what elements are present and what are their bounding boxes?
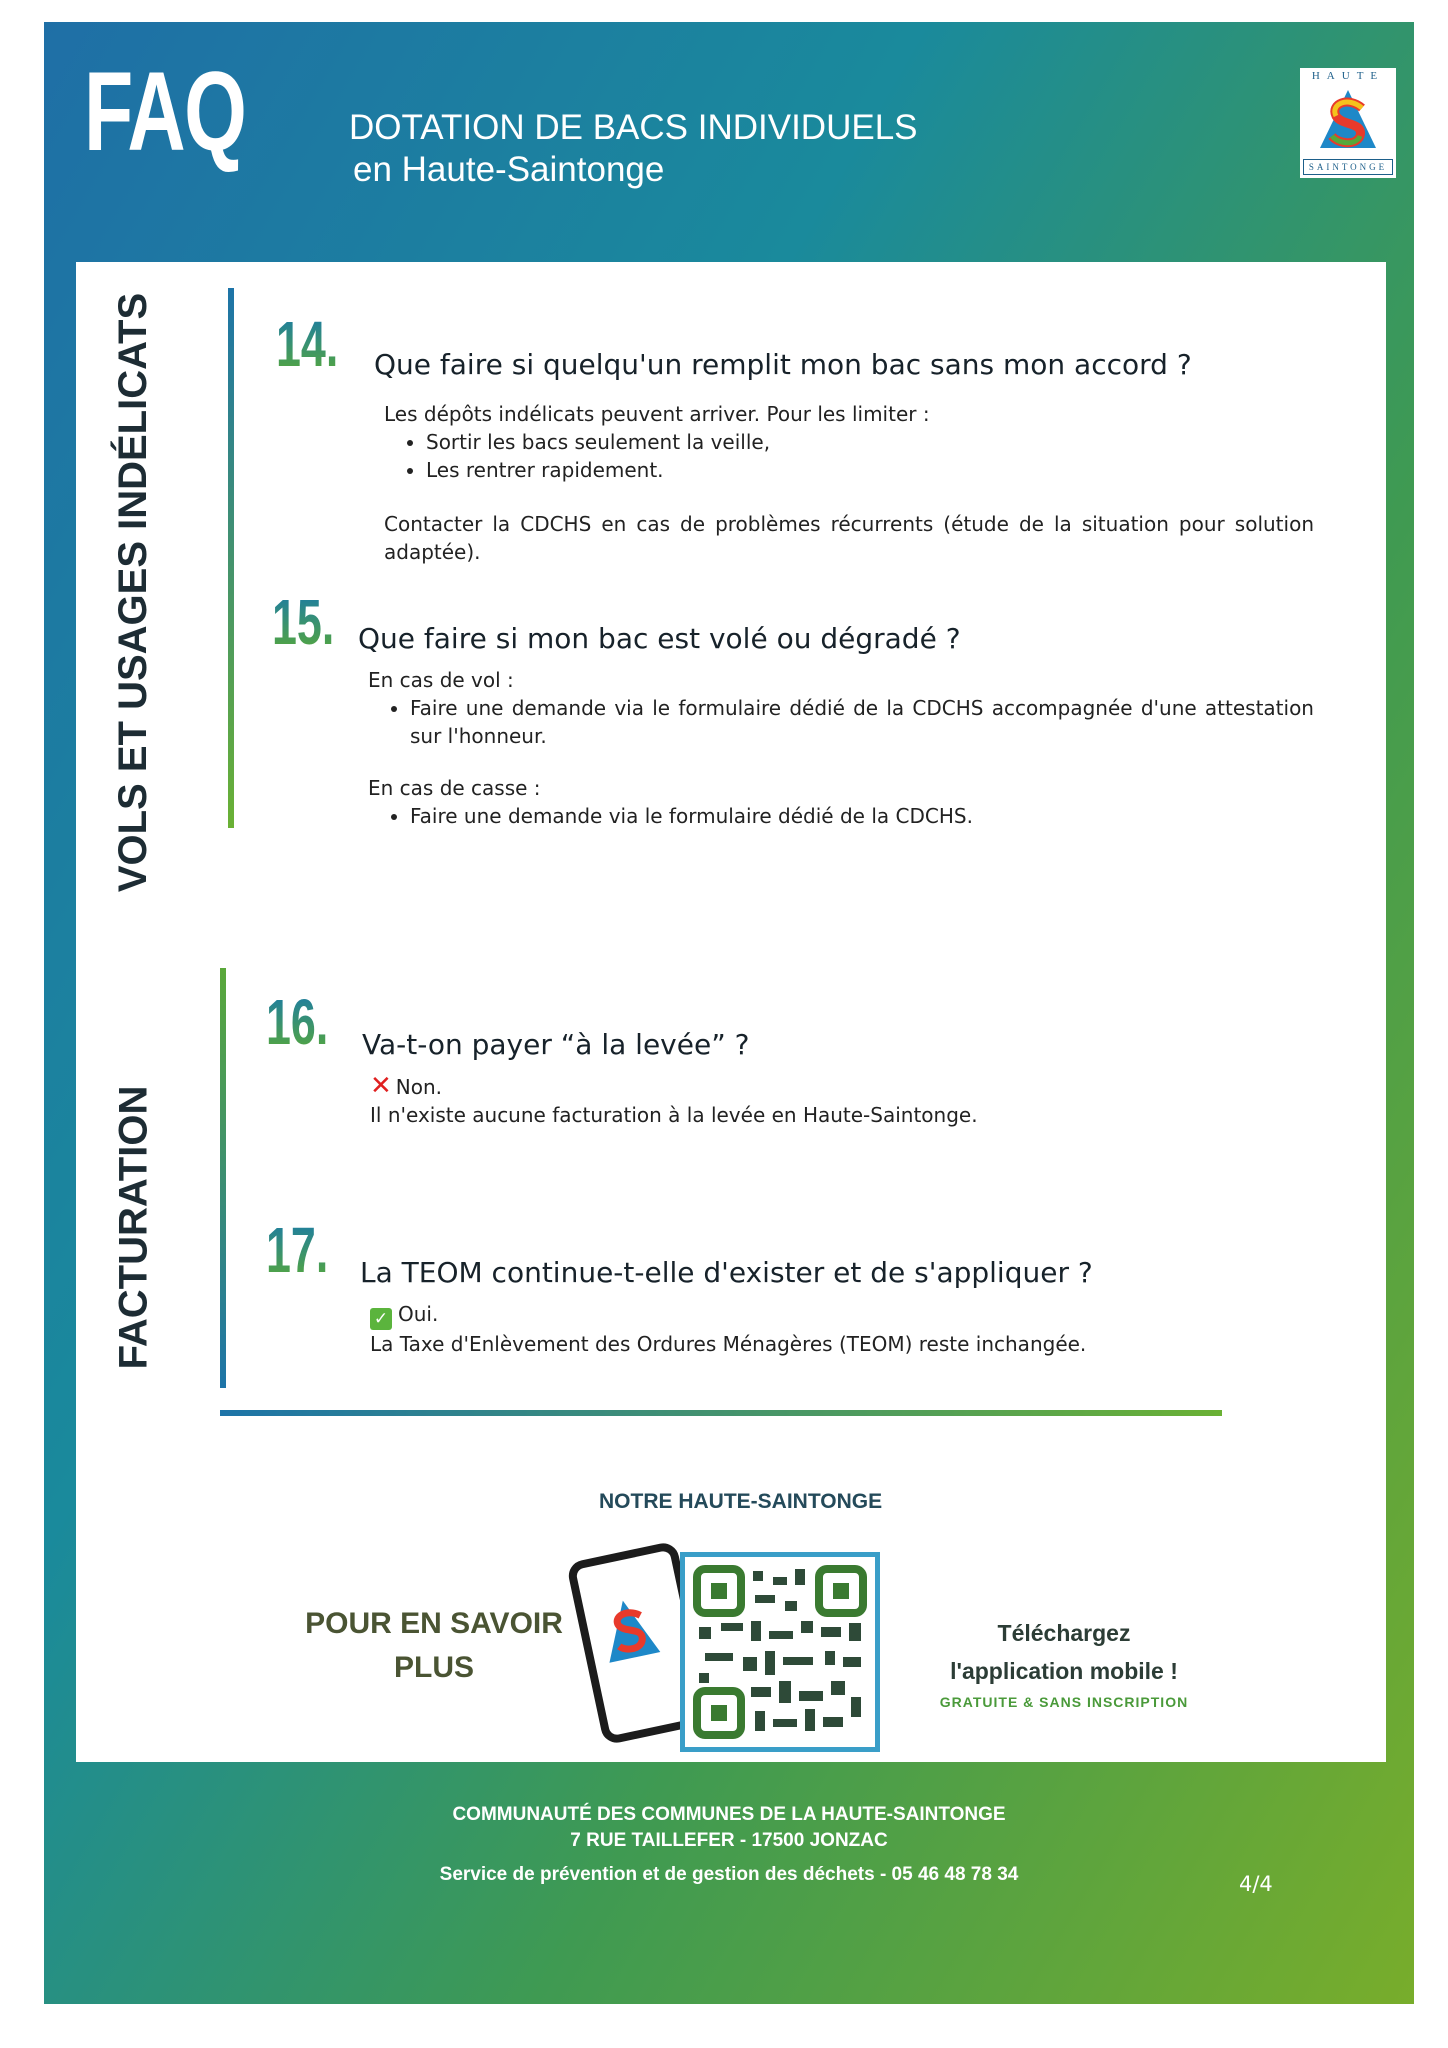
q16-detail: Il n'existe aucune facturation à la levée en Haute-Saintonge. <box>370 1103 978 1127</box>
page-frame <box>44 22 1414 2004</box>
q15-vol-bullet: • Faire une demande via le formulaire dédié de la CDCHS accompagnée d'une attestation sur l'honneur. <box>410 694 1314 750</box>
q17-detail: La Taxe d'Enlèvement des Ordures Ménagères (TEOM) reste inchangée. <box>370 1332 1087 1356</box>
dl-line2: l'application mobile ! <box>950 1658 1178 1684</box>
section-label-vols <box>84 272 184 912</box>
footer-line3: Service de prévention et de gestion des déchets - 05 46 48 78 34 <box>439 1864 1019 1885</box>
q14-title: Que faire si quelqu'un remplit mon bac sans mon accord ? <box>374 348 1192 381</box>
section-vols-bar <box>228 288 234 828</box>
pour-en-savoir-plus <box>289 1602 579 1690</box>
q14-bullet: • Les rentrer rapidement. <box>426 456 1314 484</box>
q15-vol-list <box>368 694 1314 750</box>
plus-line1: POUR EN SAVOIR <box>305 1607 563 1640</box>
cross-icon: ✕ <box>370 1071 392 1101</box>
q15-title: Que faire si mon bac est volé ou dégradé ? <box>358 622 961 655</box>
plus-line2: PLUS <box>393 1651 474 1684</box>
section-bottom-rule <box>220 1410 1222 1416</box>
faq-title: FAQ <box>84 49 246 174</box>
q15-casse-bullet: • Faire une demande via le formulaire dédié de la CDCHS. <box>410 802 1314 830</box>
q15-vol-label: En cas de vol : <box>368 668 514 692</box>
download-app-text <box>914 1614 1214 1710</box>
haute-saintonge-logo <box>1300 68 1396 178</box>
q14-body <box>384 400 1314 566</box>
q17-number: 17. <box>266 1214 329 1286</box>
logo-bottom-text: SAINTONGE <box>1303 159 1393 175</box>
logo-emblem-icon <box>1318 86 1378 156</box>
dl-line1: Téléchargez <box>997 1620 1131 1646</box>
q14-bullet: • Sortir les bacs seulement la veille, <box>426 428 1314 456</box>
q14-bullets <box>384 428 1314 484</box>
section-facturation-bar <box>220 968 226 1388</box>
section-facturation-text: FACTURATION <box>111 1085 156 1369</box>
q17-body <box>370 1300 1270 1358</box>
checkmark-icon: ✓ <box>370 1308 392 1330</box>
q15-number: 15. <box>272 586 335 658</box>
q17-answer: Oui. <box>398 1302 439 1326</box>
q15-casse-list <box>368 802 1314 830</box>
q17-answer-row <box>370 1300 1270 1330</box>
q14-intro: Les dépôts indélicats peuvent arriver. Pour les limiter : <box>384 402 930 426</box>
q17-title: La TEOM continue-t-elle d'exister et de s'appliquer ? <box>360 1256 1093 1289</box>
q14-number: 14. <box>276 308 339 380</box>
q14-contact: Contacter la CDCHS en cas de problèmes récurrents (étude de la situation pour solution adaptée). <box>384 512 1314 564</box>
footer-line1: COMMUNAUTÉ DES COMMUNES DE LA HAUTE-SAINTONGE <box>452 1804 1006 1825</box>
q16-answer: Non. <box>395 1075 443 1099</box>
dl-line3: GRATUITE & SANS INSCRIPTION <box>939 1694 1189 1710</box>
header <box>44 22 1414 260</box>
q15-casse-label: En cas de casse : <box>368 776 541 800</box>
q16-answer-row <box>370 1072 1270 1101</box>
section-vols-text: VOLS ET USAGES INDÉLICATS <box>111 292 156 892</box>
q16-number: 16. <box>266 986 329 1058</box>
qr-code-icon <box>685 1557 875 1747</box>
footer <box>44 1802 1414 1888</box>
q15-body <box>368 666 1314 830</box>
notre-haute-saintonge: NOTRE HAUTE-SAINTONGE <box>599 1490 883 1513</box>
title-line2: en Haute-Saintonge <box>353 150 665 189</box>
title-line1: DOTATION DE BACS INDIVIDUELS <box>349 108 918 147</box>
q16-body <box>370 1072 1270 1129</box>
logo-top-text: HAUTE <box>1311 70 1385 82</box>
page-number: 4/4 <box>1239 1872 1273 1896</box>
qr-code[interactable] <box>680 1552 880 1752</box>
footer-line2: 7 RUE TAILLEFER - 17500 JONZAC <box>570 1830 888 1851</box>
q16-title: Va-t-on payer “à la levée” ? <box>362 1028 750 1061</box>
document-title <box>349 107 918 191</box>
section-label-facturation <box>84 1032 184 1422</box>
